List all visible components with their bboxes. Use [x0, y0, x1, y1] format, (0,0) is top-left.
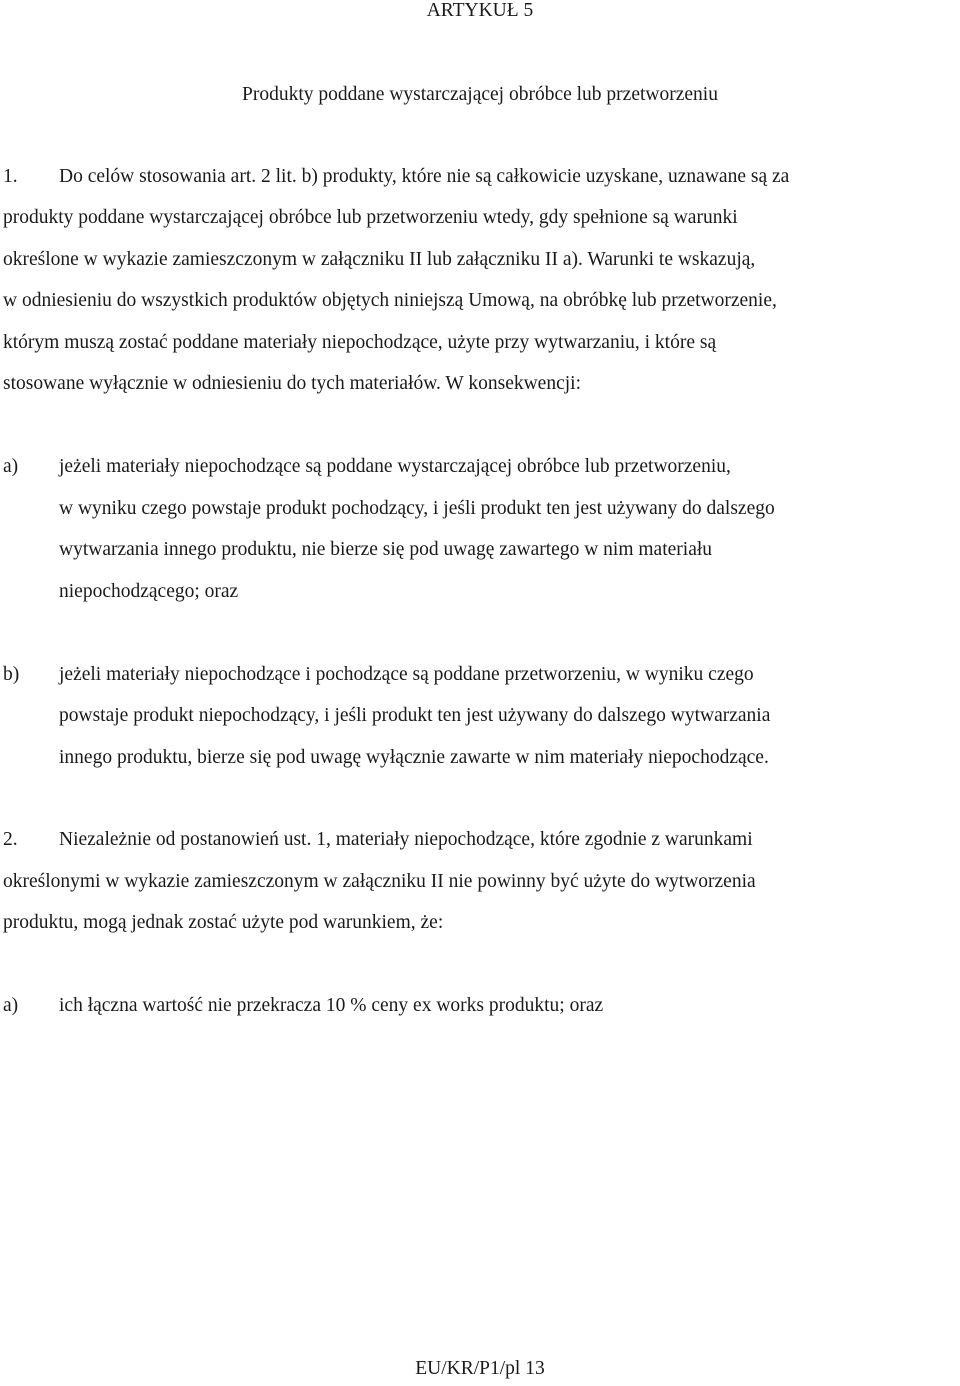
- item-a-line: niepochodzącego; oraz: [59, 581, 239, 602]
- item-a-line: wytwarzania innego produktu, nie bierze się pod uwagę zawartego w nim materiału: [59, 539, 713, 560]
- section-1-line: w odniesieniu do wszystkich produktów objętych niniejszą Umową, na obróbkę lub przetworzenie,: [3, 290, 777, 311]
- item-b-label: b): [3, 664, 20, 685]
- section-2-line: określonymi w wykazie zamieszczonym w załączniku II nie powinny być użyte do wytworzenia: [3, 871, 756, 892]
- item-b-line: jeżeli materiały niepochodzące i pochodzące są poddane przetworzeniu, w wyniku czego: [59, 664, 754, 685]
- item-b-line: innego produktu, bierze się pod uwagę wyłącznie zawarte w nim materiały niepochodzące.: [59, 747, 769, 768]
- item-a-label: a): [3, 456, 19, 477]
- article-subtitle: Produkty poddane wystarczającej obróbce lub przetworzeniu: [242, 84, 718, 105]
- section-1-line: którym muszą zostać poddane materiały niepochodzące, użyte przy wytwarzaniu, i które są: [3, 332, 717, 353]
- section-2-line: Niezależnie od postanowień ust. 1, materiały niepochodzące, które zgodnie z warunkami: [59, 829, 753, 850]
- item-a-2-line: ich łączna wartość nie przekracza 10 % ceny ex works produktu; oraz: [59, 995, 604, 1016]
- article-title: ARTYKUŁ 5: [426, 0, 534, 21]
- item-a-2-label: a): [3, 995, 19, 1016]
- section-1-line: określone w wykazie zamieszczonym w załączniku II lub załączniku II a). Warunki te wskazują,: [3, 249, 756, 270]
- section-1-line: produkty poddane wystarczającej obróbce lub przetworzeniu wtedy, gdy spełnione są warunki: [3, 207, 738, 228]
- page-footer: EU/KR/P1/pl 13: [415, 1358, 545, 1379]
- section-1-line: stosowane wyłącznie w odniesieniu do tych materiałów. W konsekwencji:: [3, 373, 581, 394]
- section-2-line: produktu, mogą jednak zostać użyte pod warunkiem, że:: [3, 912, 444, 933]
- item-b-line: powstaje produkt niepochodzący, i jeśli produkt ten jest używany do dalszego wytwarzania: [59, 705, 771, 726]
- section-1-line: Do celów stosowania art. 2 lit. b) produkty, które nie są całkowicie uzyskane, uznawane są za: [59, 166, 790, 187]
- section-1-number: 1.: [3, 166, 18, 187]
- section-2-number: 2.: [3, 829, 18, 850]
- item-a-line: jeżeli materiały niepochodzące są poddane wystarczającej obróbce lub przetworzeniu,: [59, 456, 731, 477]
- item-a-line: w wyniku czego powstaje produkt pochodzący, i jeśli produkt ten jest używany do dalszego: [59, 498, 775, 519]
